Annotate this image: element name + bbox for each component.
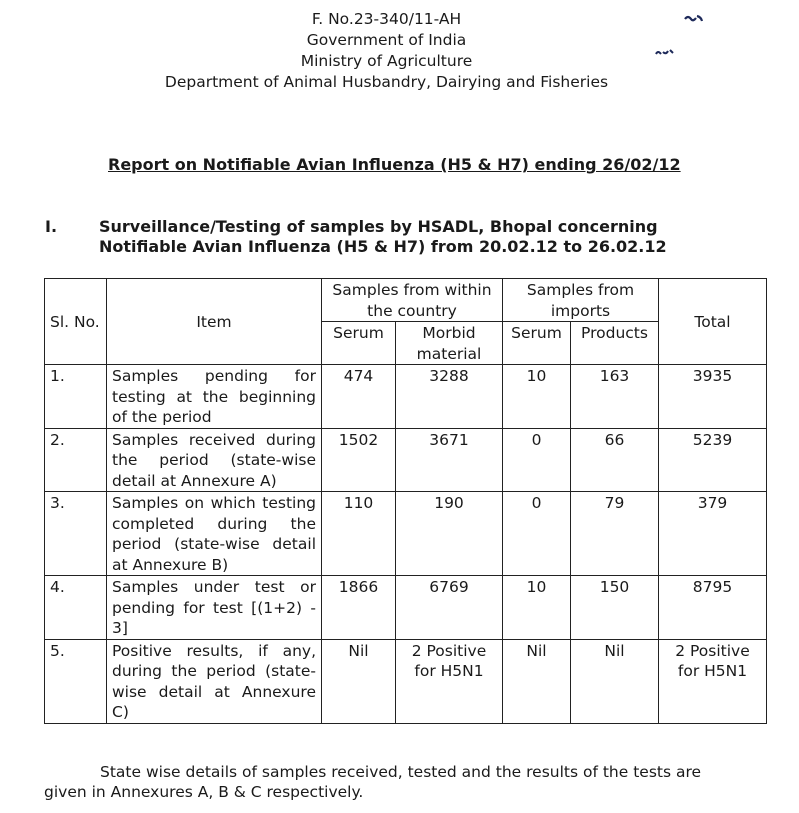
sl-cell: 2. <box>45 428 107 492</box>
table-row <box>45 428 767 492</box>
products-cell: 163 <box>571 365 659 429</box>
col-imports: Samples from imports <box>503 279 659 322</box>
products-cell: Nil <box>571 639 659 723</box>
products-cell: 66 <box>571 428 659 492</box>
ink-mark-1 <box>683 14 705 27</box>
col-total: Total <box>659 279 767 365</box>
table-row <box>45 639 767 723</box>
table-row <box>45 492 767 576</box>
item-cell: Samples received during the period (state-wise detail at Annexure A) <box>107 428 322 492</box>
serum-imports-cell: 0 <box>503 492 571 576</box>
sl-cell: 1. <box>45 365 107 429</box>
total-cell: 8795 <box>659 576 767 640</box>
col-products: Products <box>571 322 659 365</box>
file-number: F. No.23-340/11-AH <box>311 10 462 28</box>
item-cell: Positive results, if any, during the period (state-wise detail at Annexure C) <box>107 639 322 723</box>
products-cell: 150 <box>571 576 659 640</box>
sl-cell: 5. <box>45 639 107 723</box>
col-item: Item <box>107 279 322 365</box>
serum-imports-cell: 10 <box>503 365 571 429</box>
col-within-country: Samples from within the country <box>322 279 503 322</box>
serum-imports-cell: Nil <box>503 639 571 723</box>
total-cell: 379 <box>659 492 767 576</box>
morbid-cell: 190 <box>396 492 503 576</box>
government-name: Government of India <box>306 31 467 49</box>
serum-cell: 1502 <box>322 428 396 492</box>
serum-cell: 474 <box>322 365 396 429</box>
table-header-row <box>45 279 767 322</box>
morbid-cell: 6769 <box>396 576 503 640</box>
morbid-cell: 2 Positive for H5N1 <box>396 639 503 723</box>
serum-cell: 110 <box>322 492 396 576</box>
serum-cell: 1866 <box>322 576 396 640</box>
morbid-cell: 3288 <box>396 365 503 429</box>
table-row <box>45 576 767 640</box>
total-cell: 3935 <box>659 365 767 429</box>
serum-cell: Nil <box>322 639 396 723</box>
section-title: Surveillance/Testing of samples by HSADL, Bhopal concerning Notifiable Avian Influenza (H5 & H7) from 20.02.12 to 26.02.12 <box>99 217 667 256</box>
total-cell: 5239 <box>659 428 767 492</box>
department-name: Department of Animal Husbandry, Dairying and Fisheries <box>164 73 609 91</box>
col-serum-imports: Serum <box>503 322 571 365</box>
ink-mark-2 <box>654 48 676 61</box>
col-serum: Serum <box>322 322 396 365</box>
ministry-name: Ministry of Agriculture <box>300 52 473 70</box>
section-number: I. <box>45 217 58 236</box>
products-cell: 79 <box>571 492 659 576</box>
footer-paragraph: State wise details of samples received, tested and the results of the tests are given in Annexures A, B & C respectively. <box>44 763 702 801</box>
surveillance-table <box>44 278 767 724</box>
col-sl-no: Sl. No. <box>45 279 107 365</box>
table-row <box>45 365 767 429</box>
sl-cell: 4. <box>45 576 107 640</box>
serum-imports-cell: 10 <box>503 576 571 640</box>
morbid-cell: 3671 <box>396 428 503 492</box>
report-title: Report on Notifiable Avian Influenza (H5 & H7) ending 26/02/12 <box>108 155 681 174</box>
serum-imports-cell: 0 <box>503 428 571 492</box>
total-cell: 2 Positive for H5N1 <box>659 639 767 723</box>
sl-cell: 3. <box>45 492 107 576</box>
item-cell: Samples on which testing completed during the period (state-wise detail at Annexure B) <box>107 492 322 576</box>
col-morbid: Morbid material <box>396 322 503 365</box>
item-cell: Samples under test or pending for test [(1+2) - 3] <box>107 576 322 640</box>
item-cell: Samples pending for testing at the beginning of the period <box>107 365 322 429</box>
